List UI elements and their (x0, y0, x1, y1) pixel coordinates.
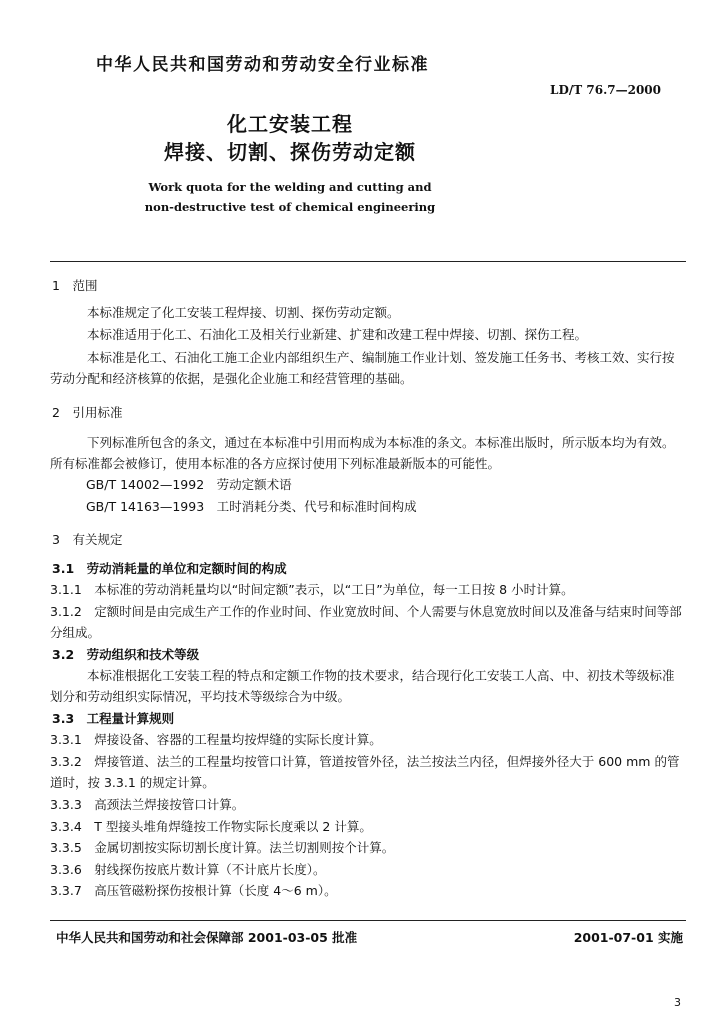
section-3-3-7: 3.3.7 高压管磁粉探伤按根计算（长度 4～6 m）。 (50, 883, 337, 898)
reference-2: GB/T 14163—1993 工时消耗分类、代号和标准时间构成 (86, 499, 417, 514)
header-divider (50, 261, 686, 262)
section-3-1-1: 3.1.1 本标准的劳动消耗量均以“时间定额”表示，以“工日”为单位，每一工日按 8 小时计算。 (50, 582, 574, 597)
section-1-paragraph-1: 本标准规定了化工安装工程焊接、切割、探伤劳动定额。 (87, 305, 400, 320)
title-cn-line1: 化工安装工程 (227, 112, 353, 136)
issuing-authority: 中华人民共和国劳动和社会保障部 2001-03-05 批准 (56, 930, 358, 945)
title-en-line1: Work quota for the welding and cutting and (148, 180, 432, 194)
section-1-paragraph-2: 本标准适用于化工、石油化工及相关行业新建、扩建和改建工程中焊接、切割、探伤工程。 (87, 327, 588, 342)
title-en-line2: non-destructive test of chemical engineering (144, 200, 436, 214)
section-3-2-heading: 3.2 劳动组织和技术等级 (52, 647, 200, 662)
page-number: 3 (674, 996, 681, 1009)
standard-number: LD/T 76.7—2000 (550, 83, 661, 97)
section-3-3-1: 3.3.1 焊接设备、容器的工程量均按焊缝的实际长度计算。 (50, 732, 382, 747)
footer-divider (50, 920, 686, 921)
section-3-3-5: 3.3.5 金属切割按实际切割长度计算。法兰切割则按个计算。 (50, 840, 395, 855)
standard-category-title: 中华人民共和国劳动和劳动安全行业标准 (96, 55, 429, 75)
section-3-3-heading: 3.3 工程量计算规则 (52, 711, 175, 726)
section-3-1-heading: 3.1 劳动消耗量的单位和定额时间的构成 (52, 561, 287, 576)
section-3-3-4: 3.3.4 T 型接头堆角焊缝按工作物实际长度乘以 2 计算。 (50, 819, 372, 834)
section-1-paragraph-3: 本标准是化工、石油化工施工企业内部组织生产、编制施工作业计划、签发施工任务书、考核工效、实行按劳动分配和经济核算的依据，是强化企业施工和经营管理的基础。 (50, 350, 675, 386)
section-3-3-6: 3.3.6 射线探伤按底片数计算（不计底片长度）。 (50, 862, 326, 877)
section-2-paragraph: 下列标准所包含的条文，通过在本标准中引用而构成为本标准的条文。本标准出版时，所示版本均为有效。所有标准都会被修订，使用本标准的各方应探讨使用下列标准最新版本的可能性。 (50, 435, 675, 471)
title-cn-line2: 焊接、切割、探伤劳动定额 (164, 140, 416, 164)
effective-date: 2001-07-01 实施 (573, 930, 683, 945)
section-3-heading: 3 有关规定 (52, 532, 123, 547)
section-3-3-2: 3.3.2 焊接管道、法兰的工程量均按管口计算，管道按管外径，法兰按法兰内径，但焊接外径大于 600 mm 的管道时，按 3.3.1 的规定计算。 (50, 754, 680, 790)
section-3-3-3: 3.3.3 高颈法兰焊接按管口计算。 (50, 797, 245, 812)
section-2-heading: 2 引用标准 (52, 405, 123, 420)
section-1-heading: 1 范围 (52, 278, 98, 293)
section-3-1-2: 3.1.2 定额时间是由完成生产工作的作业时间、作业宽放时间、个人需要与休息宽放时间以及准备与结束时间等部分组成。 (50, 604, 682, 640)
reference-1: GB/T 14002—1992 劳动定额术语 (86, 477, 292, 492)
section-3-2-paragraph: 本标准根据化工安装工程的特点和定额工作物的技术要求，结合现行化工安装工人高、中、初技术等级标准划分和劳动组织实际情况，平均技术等级综合为中级。 (50, 668, 675, 704)
